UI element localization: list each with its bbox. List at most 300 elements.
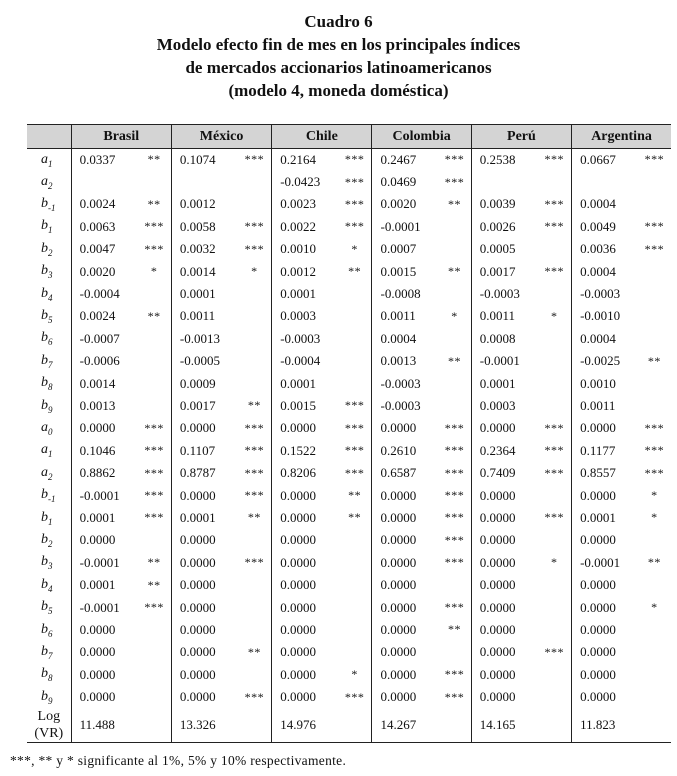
significance-cell: *** [544, 152, 564, 167]
row-label-symbol: a [41, 419, 48, 435]
coefficient-cell: 0.0000 [471, 641, 537, 663]
significance-cell [638, 305, 671, 327]
row-label-subscript: 1 [48, 516, 53, 527]
table-row [27, 529, 671, 551]
coefficient-cell: 0.0004 [572, 328, 638, 350]
significance-cell [137, 328, 171, 350]
log-vr-value: 14.267 [372, 708, 438, 743]
significance-cell [638, 395, 671, 417]
coefficient-cell: -0.0003 [572, 283, 638, 305]
log-vr-value: 11.488 [71, 708, 137, 743]
coefficient-cell: 0.0020 [372, 193, 438, 215]
row-label-symbol: b [41, 240, 48, 256]
log-vr-spacer [137, 708, 171, 743]
significance-cell: *** [244, 689, 265, 704]
log-vr-value: 13.326 [171, 708, 237, 743]
log-vr-value: 11.823 [572, 708, 638, 743]
row-label-subscript: 4 [48, 583, 53, 594]
coefficient-cell: 0.0001 [171, 283, 237, 305]
significance-cell: *** [344, 465, 365, 480]
significance-cell [238, 619, 272, 641]
row-label-symbol: b [41, 196, 48, 212]
log-vr-spacer [338, 708, 372, 743]
table-row [27, 193, 671, 215]
row-label-subscript: 5 [48, 605, 53, 616]
coefficient-cell: 0.1522 [272, 440, 338, 462]
coefficient-cell: 0.0000 [171, 596, 237, 618]
coefficient-cell: 0.0036 [572, 238, 638, 260]
row-label-symbol: b [41, 576, 48, 592]
significance-cell: *** [544, 644, 564, 659]
row-label-symbol: b [41, 397, 48, 413]
coefficient-cell: 0.0000 [572, 484, 638, 506]
coefficient-cell: 0.0011 [171, 305, 237, 327]
row-label-subscript: 6 [48, 628, 53, 639]
row-label [27, 574, 71, 596]
row-label-subscript: 5 [48, 314, 53, 325]
significance-cell [238, 328, 272, 350]
coefficient-cell: 0.0011 [372, 305, 438, 327]
coefficient-cell: -0.0423 [272, 171, 338, 193]
row-label-subscript: 7 [48, 359, 53, 370]
coefficient-cell: 0.0000 [471, 552, 537, 574]
significance-cell [638, 193, 671, 215]
coefficient-cell: 0.0000 [71, 529, 137, 551]
log-vr-spacer [438, 708, 471, 743]
row-label-subscript: 2 [48, 180, 53, 191]
row-label [27, 372, 71, 394]
significance-cell [438, 216, 471, 238]
coefficient-cell: 0.0000 [171, 619, 237, 641]
significance-cell [537, 574, 571, 596]
coefficient-cell: -0.0010 [572, 305, 638, 327]
coefficient-cell: 0.0001 [71, 574, 137, 596]
row-label-symbol: b [41, 599, 48, 615]
row-label-subscript: 2 [48, 471, 53, 482]
significance-cell [638, 372, 671, 394]
coefficient-cell: 0.8787 [171, 462, 237, 484]
table-row [27, 417, 671, 439]
coefficient-cell: 0.0000 [71, 619, 137, 641]
row-label [27, 440, 71, 462]
coefficient-cell: 0.0000 [272, 619, 338, 641]
coefficient-cell: 0.1046 [71, 440, 137, 462]
significance-cell [238, 305, 272, 327]
significance-cell: *** [244, 465, 265, 480]
row-label-subscript: 3 [48, 270, 53, 281]
coefficient-cell: 0.0000 [71, 663, 137, 685]
coefficient-cell: 0.0023 [272, 193, 338, 215]
significance-cell: *** [344, 174, 365, 189]
coefficient-cell: 0.2467 [372, 149, 438, 171]
coefficient-cell: 0.0000 [272, 552, 338, 574]
coefficient-cell: 0.8206 [272, 462, 338, 484]
coefficient-cell: 0.0000 [272, 596, 338, 618]
row-label [27, 619, 71, 641]
significance-cell: *** [344, 443, 365, 458]
row-label-subscript: 9 [48, 695, 53, 706]
significance-cell [438, 574, 471, 596]
coefficient-cell: 0.0000 [372, 619, 438, 641]
significance-cell [238, 663, 272, 685]
header-row [27, 125, 671, 149]
row-label-subscript: 1 [48, 158, 53, 169]
coefficient-cell: 0.0001 [272, 372, 338, 394]
log-vr-label-line-1: Log [37, 709, 61, 725]
coefficient-cell: 0.0000 [471, 663, 537, 685]
row-label-symbol: b [41, 263, 48, 279]
significance-cell: ** [247, 644, 261, 659]
coefficient-cell: 0.0000 [572, 574, 638, 596]
significance-cell [638, 283, 671, 305]
table-row [27, 596, 671, 618]
row-label-symbol: b [41, 352, 48, 368]
significance-cell: *** [244, 443, 265, 458]
significance-cell: *** [544, 510, 564, 525]
coefficient-cell: 0.0005 [471, 238, 537, 260]
coefficient-cell: 0.0012 [272, 260, 338, 282]
row-label-subscript: 4 [48, 292, 53, 303]
coefficient-cell: 0.0667 [572, 149, 638, 171]
significance-cell [537, 663, 571, 685]
coefficient-cell: 0.0004 [372, 328, 438, 350]
significance-cell [537, 395, 571, 417]
caption-title-line-2: de mercados accionarios latinoamericanos [185, 58, 492, 77]
coefficient-cell: 0.0014 [71, 372, 137, 394]
significance-cell [338, 372, 372, 394]
coefficient-cell: 0.0000 [372, 552, 438, 574]
log-vr-label [27, 708, 71, 743]
coefficient-cell: -0.0003 [471, 283, 537, 305]
significance-cell [638, 663, 671, 685]
caption-title-line-1: Modelo efecto fin de mes en los principales índices [156, 35, 521, 54]
row-label-subscript: 9 [48, 404, 53, 415]
significance-cell: *** [444, 420, 465, 435]
column-header-1: México [171, 125, 271, 149]
significance-cell: *** [344, 689, 365, 704]
significance-cell: *** [444, 689, 465, 704]
row-label-subscript: -1 [48, 202, 56, 213]
coefficient-cell: 0.0000 [272, 484, 338, 506]
table-row [27, 216, 671, 238]
significance-cell [537, 372, 571, 394]
coefficient-cell: 0.0001 [171, 507, 237, 529]
significance-cell: * [150, 264, 158, 279]
significance-cell: * [451, 308, 458, 323]
log-vr-value: 14.165 [471, 708, 537, 743]
coefficient-cell: 0.0058 [171, 216, 237, 238]
row-label [27, 552, 71, 574]
significance-cell: *** [144, 600, 164, 614]
coefficient-cell: 0.0000 [372, 641, 438, 663]
significance-cell [638, 574, 671, 596]
significance-cell: *** [344, 196, 365, 211]
coefficient-cell: 0.0000 [272, 663, 338, 685]
coefficient-cell: 0.0008 [471, 328, 537, 350]
coefficient-cell: 0.0047 [71, 238, 137, 260]
row-label-subscript: 8 [48, 673, 53, 684]
significance-cell [338, 619, 372, 641]
coefficient-cell: 0.0000 [572, 417, 638, 439]
significance-cell [137, 529, 171, 551]
significance-cell: *** [444, 510, 465, 525]
significance-cell: ** [147, 555, 161, 570]
coefficient-cell: -0.0013 [171, 328, 237, 350]
coefficient-cell: 0.0000 [171, 663, 237, 685]
coefficient-cell: 0.0000 [372, 686, 438, 708]
coefficient-cell [471, 171, 537, 193]
coefficient-cell: -0.0001 [71, 484, 137, 506]
significance-cell: * [651, 510, 658, 525]
significance-cell: *** [244, 488, 265, 503]
coefficient-cell [572, 171, 638, 193]
coefficient-cell: 0.0000 [171, 574, 237, 596]
coefficient-cell: 0.0000 [471, 574, 537, 596]
column-header-5: Argentina [572, 125, 671, 149]
significance-cell: *** [444, 488, 465, 503]
significance-cell [238, 171, 272, 193]
table-header [27, 125, 671, 149]
significance-cell [238, 283, 272, 305]
coefficient-cell: 0.8862 [71, 462, 137, 484]
row-label-subscript: 7 [48, 650, 53, 661]
coefficient-cell [171, 171, 237, 193]
significance-cell [338, 641, 372, 663]
coefficient-cell: 0.0015 [272, 395, 338, 417]
coefficient-cell: -0.0003 [272, 328, 338, 350]
table-row [27, 686, 671, 708]
caption-title-line-3: (modelo 4, moneda doméstica) [228, 81, 449, 100]
significance-cell [137, 350, 171, 372]
significance-cell: * [251, 264, 258, 279]
coefficient-cell: 0.0000 [572, 529, 638, 551]
column-header-2: Chile [272, 125, 372, 149]
coefficient-cell: 0.0000 [372, 484, 438, 506]
column-header-4: Perú [471, 125, 571, 149]
significance-cell: * [651, 600, 658, 614]
coefficient-cell: 0.0000 [471, 507, 537, 529]
row-label-subscript: 6 [48, 337, 53, 348]
coefficient-cell: 0.0000 [272, 507, 338, 529]
coefficient-cell: 0.0011 [471, 305, 537, 327]
coefficient-cell: 0.0000 [572, 641, 638, 663]
coefficient-cell: 0.0013 [372, 350, 438, 372]
row-label [27, 216, 71, 238]
table-row [27, 305, 671, 327]
coefficient-cell: 0.0000 [372, 529, 438, 551]
coefficient-cell: 0.0004 [572, 193, 638, 215]
significance-cell: *** [544, 465, 564, 480]
table-row [27, 372, 671, 394]
coefficient-cell: -0.0004 [272, 350, 338, 372]
coefficient-cell: 0.0000 [572, 686, 638, 708]
significance-cell: *** [444, 174, 465, 189]
significance-cell: *** [244, 420, 265, 435]
row-label-symbol: b [41, 218, 48, 234]
coefficient-cell: 0.0001 [272, 283, 338, 305]
significance-cell: ** [348, 264, 362, 279]
significance-cell: *** [444, 443, 465, 458]
significance-cell [238, 529, 272, 551]
significance-cell [438, 238, 471, 260]
coefficient-cell: 0.0020 [71, 260, 137, 282]
coefficient-cell: 0.0000 [372, 507, 438, 529]
significance-cell: *** [244, 241, 265, 256]
row-label-symbol: b [41, 375, 48, 391]
significance-cell [537, 350, 571, 372]
significance-cell [137, 372, 171, 394]
row-label [27, 305, 71, 327]
coefficient-cell: 0.7409 [471, 462, 537, 484]
significance-cell [137, 641, 171, 663]
results-table [27, 124, 671, 743]
coefficient-cell: 0.1107 [171, 440, 237, 462]
row-label [27, 328, 71, 350]
significance-cell [238, 574, 272, 596]
coefficient-cell: 0.1074 [171, 149, 237, 171]
row-label [27, 395, 71, 417]
coefficient-cell: 0.0014 [171, 260, 237, 282]
significance-cell: ** [348, 510, 362, 525]
coefficient-cell: 0.0000 [272, 417, 338, 439]
row-label-subscript: 1 [48, 225, 53, 236]
significance-cell: * [351, 241, 358, 256]
significance-cell [537, 171, 571, 193]
row-label-symbol: b [41, 688, 48, 704]
coefficient-cell: 0.0000 [471, 596, 537, 618]
significance-cell: * [551, 308, 558, 323]
significance-cell [537, 529, 571, 551]
coefficient-cell: 0.0000 [171, 686, 237, 708]
significance-cell: *** [444, 667, 465, 682]
significance-cell [438, 395, 471, 417]
row-label-symbol: b [41, 509, 48, 525]
significance-cell: ** [147, 196, 161, 211]
significance-cell [438, 372, 471, 394]
significance-cell [638, 619, 671, 641]
significance-cell: *** [144, 241, 164, 256]
footnote: ***, ** y * significante al 1%, 5% y 10% respectivamente. [10, 753, 347, 768]
coefficient-cell: 0.0010 [272, 238, 338, 260]
row-label [27, 417, 71, 439]
significance-cell: *** [644, 241, 665, 256]
table-row [27, 260, 671, 282]
row-label-symbol: b [41, 531, 48, 547]
coefficient-cell: 0.0022 [272, 216, 338, 238]
log-vr-spacer [638, 708, 671, 743]
table-caption [0, 0, 677, 102]
row-label [27, 350, 71, 372]
significance-cell [638, 171, 671, 193]
significance-cell: ** [247, 398, 261, 413]
coefficient-cell: 0.1177 [572, 440, 638, 462]
significance-cell: * [651, 488, 658, 503]
coefficient-cell: 0.0469 [372, 171, 438, 193]
significance-cell [438, 283, 471, 305]
significance-cell [537, 238, 571, 260]
significance-cell [438, 328, 471, 350]
coefficient-cell: 0.0000 [372, 663, 438, 685]
significance-cell [137, 283, 171, 305]
row-label-subscript: 8 [48, 382, 53, 392]
significance-cell: *** [644, 219, 665, 234]
coefficient-cell: 0.2364 [471, 440, 537, 462]
row-label [27, 149, 71, 171]
row-label-symbol: b [41, 643, 48, 659]
significance-cell: ** [647, 353, 661, 368]
coefficient-cell: -0.0001 [71, 552, 137, 574]
significance-cell [338, 328, 372, 350]
row-label [27, 507, 71, 529]
significance-cell: ** [447, 353, 461, 368]
significance-cell: ** [147, 308, 161, 323]
coefficient-cell: -0.0005 [171, 350, 237, 372]
coefficient-cell: 0.0017 [171, 395, 237, 417]
row-label-symbol: b [41, 666, 48, 682]
row-label [27, 641, 71, 663]
row-label-symbol: b [41, 308, 48, 324]
coefficient-cell: 0.0001 [572, 507, 638, 529]
coefficient-cell: 0.0000 [572, 619, 638, 641]
significance-cell: *** [544, 420, 564, 435]
significance-cell: *** [244, 555, 265, 570]
significance-cell [338, 305, 372, 327]
coefficient-cell: 0.2538 [471, 149, 537, 171]
significance-cell [638, 328, 671, 350]
coefficient-cell: 0.0001 [471, 372, 537, 394]
coefficient-cell: 0.0000 [171, 552, 237, 574]
column-header-0: Brasil [71, 125, 171, 149]
table-row [27, 484, 671, 506]
coefficient-cell: 0.0000 [372, 596, 438, 618]
table-row [27, 552, 671, 574]
row-label-subscript: 2 [48, 247, 53, 258]
significance-cell: *** [344, 420, 365, 435]
significance-cell: *** [444, 532, 465, 547]
table-row [27, 440, 671, 462]
coefficient-cell: -0.0025 [572, 350, 638, 372]
header-corner [27, 125, 71, 149]
row-label-subscript: 0 [48, 426, 53, 437]
significance-cell: *** [144, 465, 164, 480]
row-label-symbol: b [41, 330, 48, 346]
row-label-subscript: 2 [48, 538, 53, 549]
coefficient-cell: -0.0006 [71, 350, 137, 372]
significance-cell [537, 619, 571, 641]
row-label [27, 484, 71, 506]
coefficient-cell: 0.0000 [471, 529, 537, 551]
coefficient-cell: 0.0049 [572, 216, 638, 238]
table-row [27, 171, 671, 193]
significance-cell [238, 193, 272, 215]
significance-cell: * [551, 555, 558, 570]
coefficient-cell: 0.0000 [272, 641, 338, 663]
significance-cell [338, 596, 372, 618]
significance-cell [638, 641, 671, 663]
significance-cell [338, 552, 372, 574]
coefficient-cell: 0.0011 [572, 395, 638, 417]
significance-cell [537, 283, 571, 305]
significance-cell [338, 350, 372, 372]
coefficient-cell: 0.0000 [471, 686, 537, 708]
row-label-symbol: a [41, 173, 48, 189]
coefficient-cell: 0.0012 [171, 193, 237, 215]
log-vr-spacer [537, 708, 571, 743]
row-label-symbol: a [41, 442, 48, 458]
coefficient-cell: 0.0017 [471, 260, 537, 282]
significance-cell: * [351, 667, 358, 682]
row-label [27, 686, 71, 708]
